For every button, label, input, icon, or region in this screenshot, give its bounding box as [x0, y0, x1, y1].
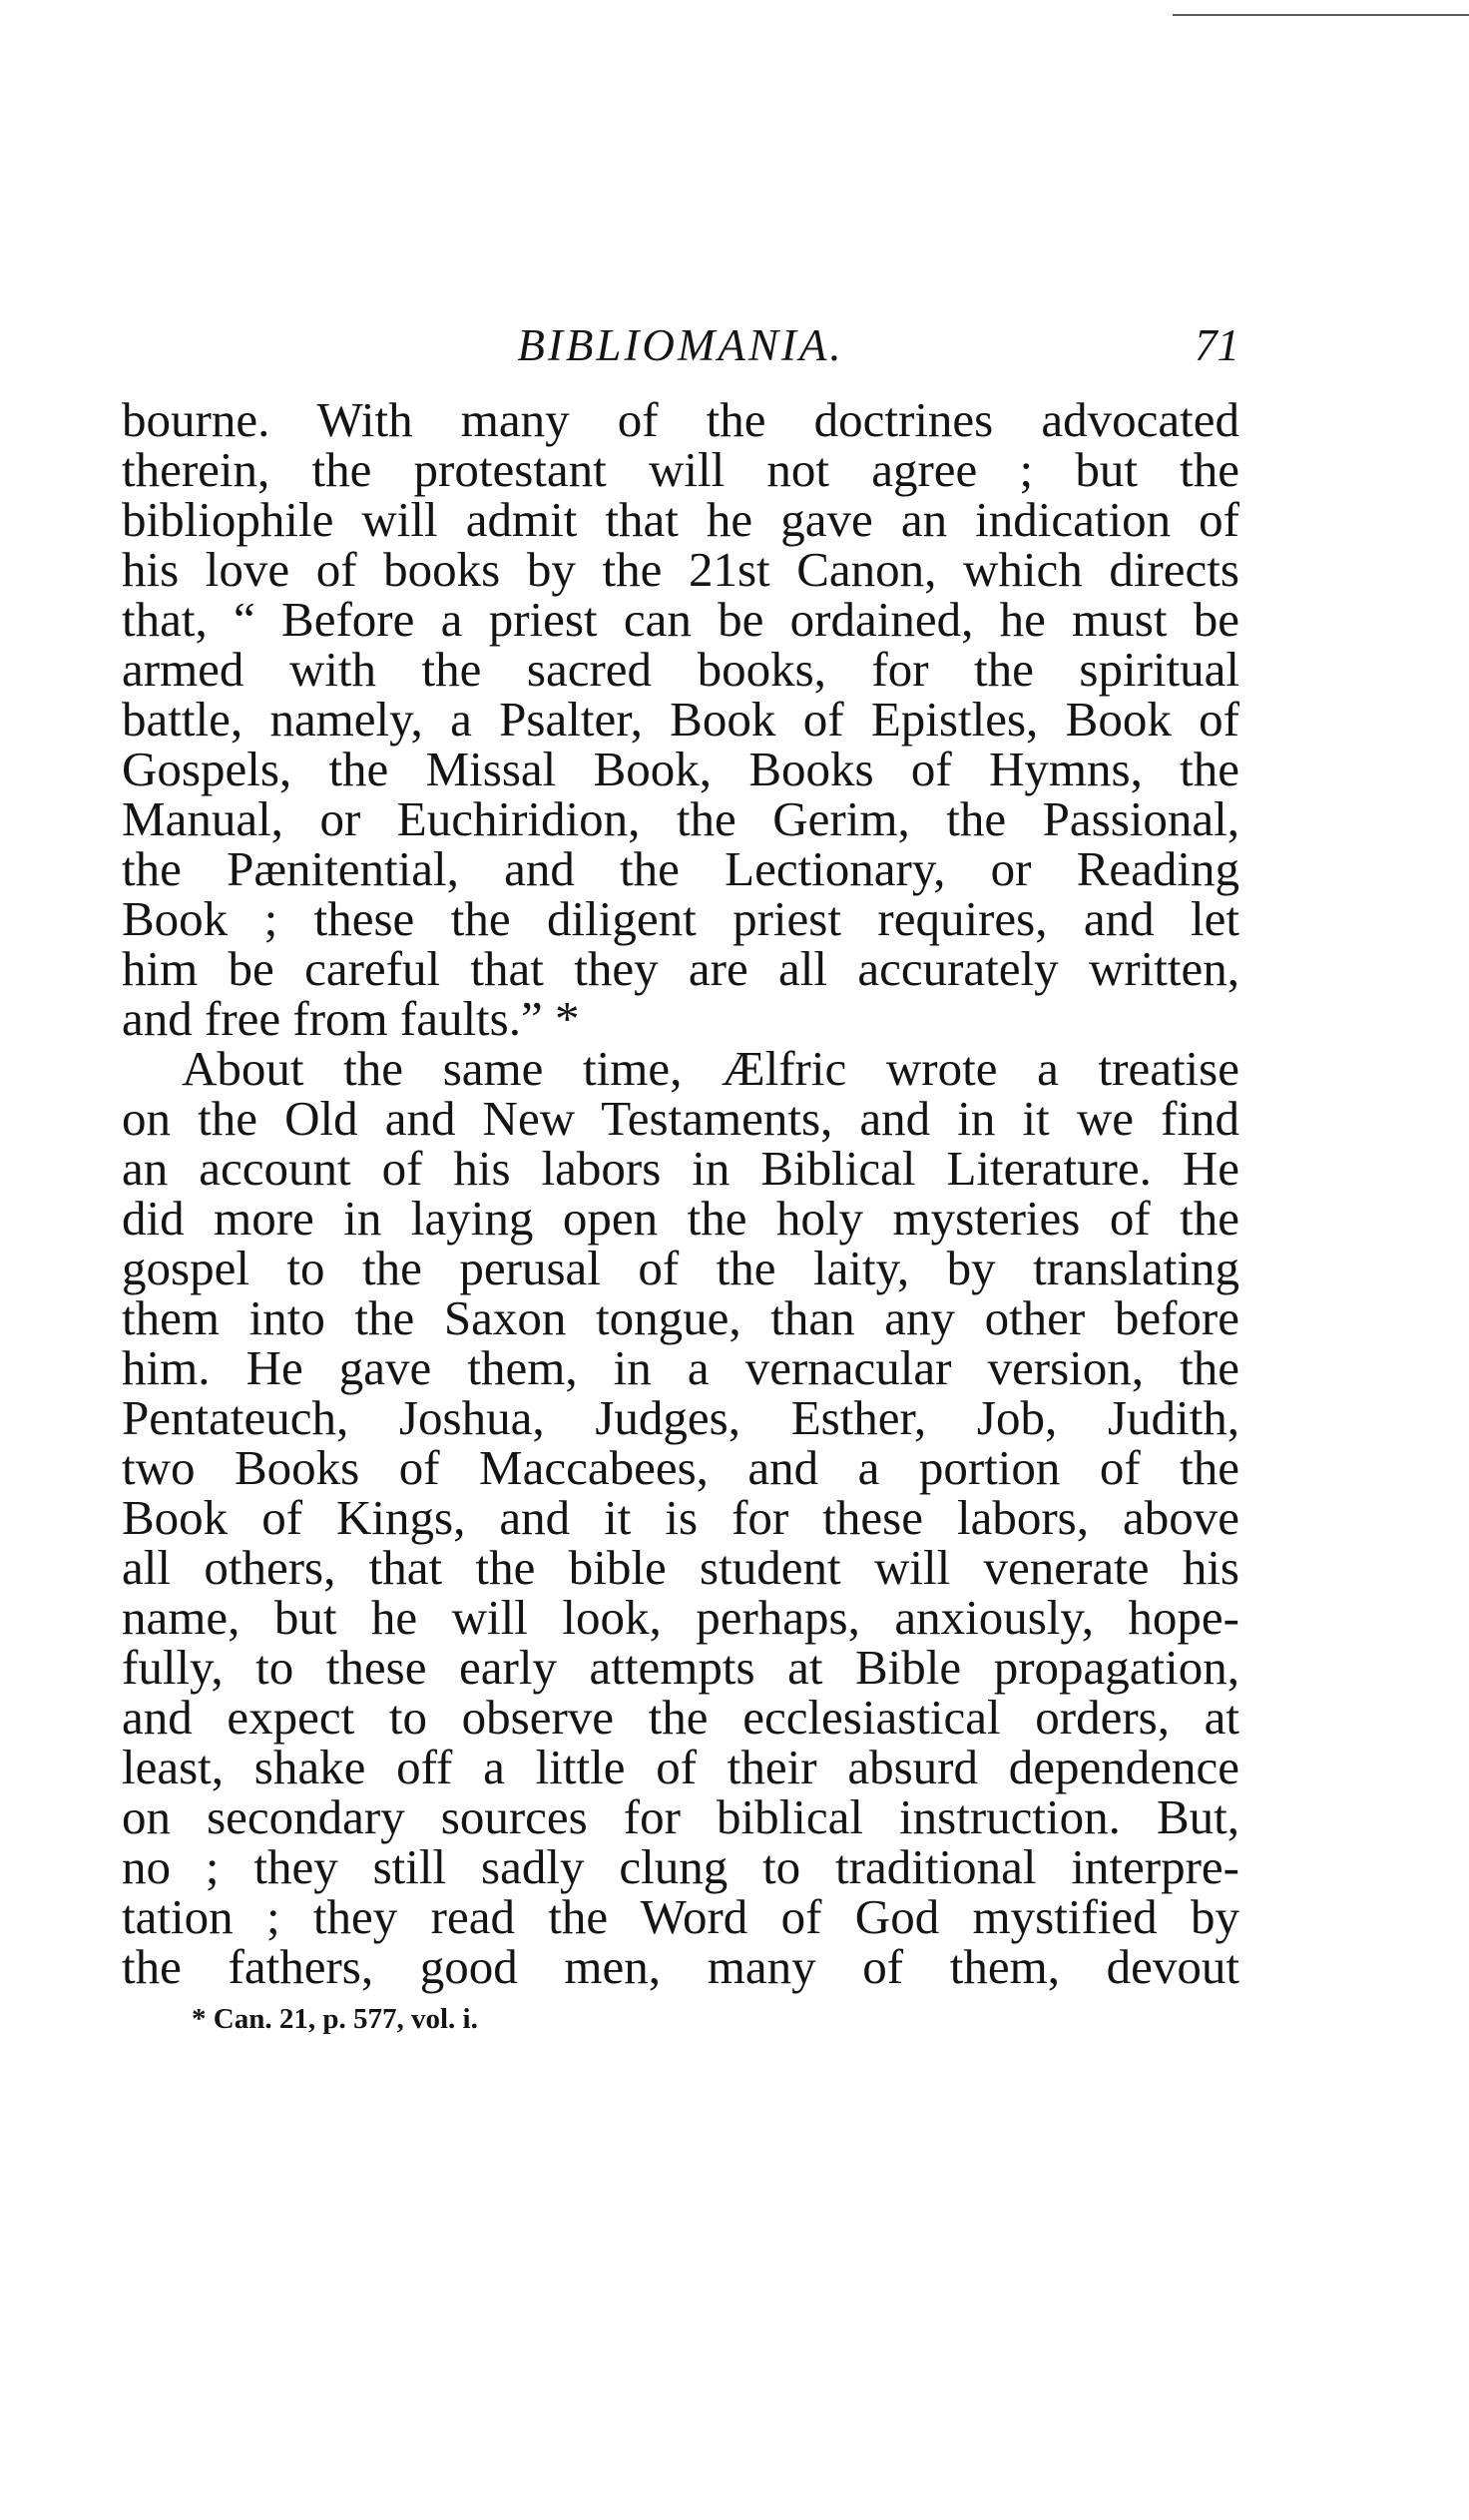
running-title: BIBLIOMANIA. — [517, 320, 844, 370]
text-line: that, “ Before a priest can be ordained, he must be — [122, 592, 1239, 647]
paragraph-1 — [122, 392, 1239, 1046]
text-line: name, but he will look, perhaps, anxiously, hope- — [122, 1590, 1239, 1645]
text-line: therein, the protestant will not agree ; but the — [122, 442, 1239, 497]
text-line: Book of Kings, and it is for these labors, above — [122, 1490, 1239, 1545]
text-line: Book ; these the diligent priest requires, and let — [122, 891, 1239, 946]
text-line: fully, to these early attempts at Bible propagation, — [122, 1640, 1239, 1695]
text-line: them into the Saxon tongue, than any other before — [122, 1290, 1239, 1345]
text-line: him. He gave them, in a vernacular version, the — [122, 1340, 1239, 1395]
text-line: all others, that the bible student will venerate his — [122, 1540, 1239, 1595]
body-text — [122, 392, 1239, 1994]
page-number: 71 — [1195, 320, 1239, 370]
text-line: an account of his labors in Biblical Literature. He — [122, 1141, 1239, 1196]
text-line: bibliophile will admit that he gave an indication of — [122, 492, 1239, 547]
text-line: Gospels, the Missal Book, Books of Hymns, the — [122, 742, 1239, 796]
text-line: the fathers, good men, many of them, devout — [122, 1939, 1239, 1994]
text-line: gospel to the perusal of the laity, by translating — [122, 1241, 1239, 1295]
text-line: on the Old and New Testaments, and in it we find — [122, 1091, 1239, 1146]
text-line: the Pænitential, and the Lectionary, or Reading — [122, 841, 1239, 896]
text-line: Pentateuch, Joshua, Judges, Esther, Job, Judith, — [122, 1390, 1239, 1445]
text-line: did more in laying open the holy mysteries of the — [122, 1191, 1239, 1246]
text-line: two Books of Maccabees, and a portion of the — [122, 1440, 1239, 1495]
page-header — [122, 317, 1239, 373]
top-edge-rule — [1173, 14, 1469, 16]
text-line: tation ; they read the Word of God mystified by — [122, 1889, 1239, 1944]
text-line: armed with the sacred books, for the spiritual — [122, 642, 1239, 697]
text-line: battle, namely, a Psalter, Book of Epistles, Book of — [122, 692, 1239, 747]
text-line: least, shake off a little of their absurd dependence — [122, 1740, 1239, 1794]
text-line: bourne. With many of the doctrines advocated — [122, 392, 1239, 447]
text-line: Manual, or Euchiridion, the Gerim, the Passional, — [122, 791, 1239, 846]
footnote: * Can. 21, p. 577, vol. i. — [192, 2003, 478, 2035]
text-line: him be careful that they are all accurately written, — [122, 941, 1239, 996]
paragraph-2 — [122, 1041, 1239, 1994]
text-line: on secondary sources for biblical instruction. But, — [122, 1789, 1239, 1844]
text-line: and expect to observe the ecclesiastical orders, at — [122, 1690, 1239, 1745]
text-line: no ; they still sadly clung to traditional interpre- — [122, 1839, 1239, 1894]
text-line: his love of books by the 21st Canon, which directs — [122, 542, 1239, 597]
text-line: About the same time, Ælfric wrote a treatise — [182, 1041, 1239, 1096]
text-line: and free from faults.” * — [122, 991, 580, 1046]
